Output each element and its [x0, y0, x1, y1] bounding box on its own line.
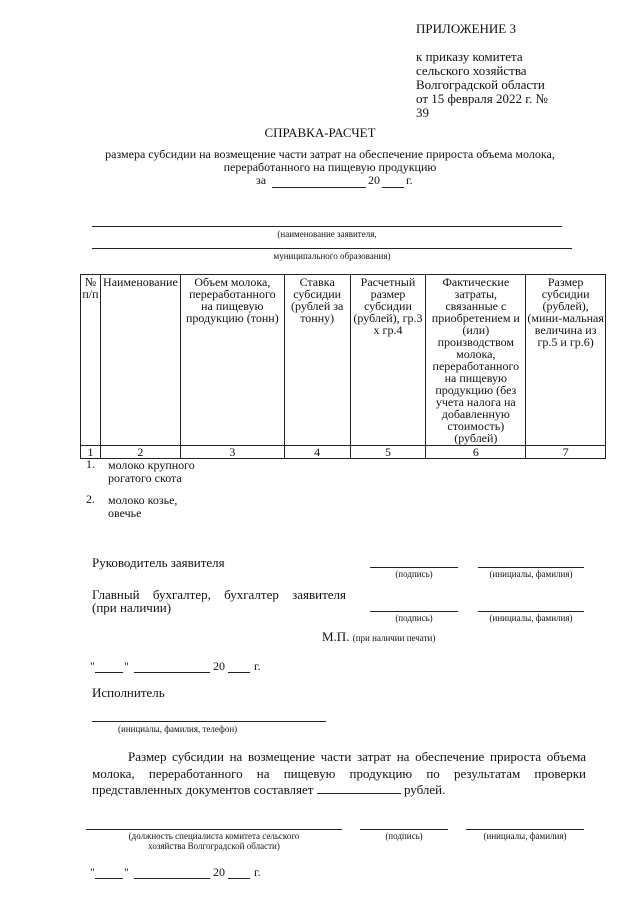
column-number: 5: [350, 446, 426, 459]
signature-caption: (подпись): [395, 569, 433, 579]
conclusion-line: Размер субсидии на возмещение части затрат на обеспечение прироста объема: [128, 749, 586, 764]
header-cell: Фактические затраты, связанные с приобретением и (или) производством молока, переработанного на пищевую продукцию (без учета налога на добавленную стоимость) (рублей): [426, 275, 526, 446]
date-month-line: [134, 878, 210, 879]
subtitle-line: размера субсидии на возмещение части затрат на обеспечение прироста объема молока,: [105, 147, 555, 161]
position-line: [86, 829, 342, 830]
appendix-line: Волгоградской области: [416, 77, 545, 92]
calculation-table: [80, 274, 606, 459]
list-item: молоко крупного рогатого скота: [108, 458, 195, 485]
appendix-reference: [416, 50, 616, 120]
applicant-caption: (наименование заявителя,: [277, 229, 377, 239]
applicant-name-line: [92, 226, 562, 227]
accountant-initials-line: [478, 611, 584, 612]
period-blank-line: [272, 187, 366, 188]
appendix-line: к приказу комитета: [416, 49, 523, 64]
initials-caption: (инициалы, фамилия): [489, 613, 573, 623]
document-subtitle: [40, 148, 620, 174]
date-quote-close: ": [124, 865, 129, 879]
column-number: 6: [426, 446, 526, 459]
head-label: Руководитель заявителя: [92, 555, 225, 570]
subtitle-line: переработанного на пищевую продукцию: [223, 160, 437, 174]
document-title: СПРАВКА-РАСЧЕТ: [264, 125, 376, 140]
date-year-line: [228, 878, 250, 879]
accountant-signature-line: [370, 611, 458, 612]
date-quote-open: ": [90, 659, 95, 673]
accountant-label: Главный бухгалтер, бухгалтер заявителя: [92, 587, 346, 602]
column-number: 3: [180, 446, 284, 459]
header-cell: Размер субсидии (рублей), (мини-мальная величина из гр.5 и гр.6): [526, 275, 606, 446]
conclusion-prefix: представленных документов составляет: [92, 782, 314, 797]
table-number-row: [81, 446, 606, 459]
executor-label: Исполнитель: [92, 685, 165, 700]
header-cell: Ставка субсидии (рублей за тонну): [284, 275, 350, 446]
column-number: 2: [100, 446, 180, 459]
executor-caption: (инициалы, фамилия, телефон): [118, 724, 238, 734]
date-suffix: г.: [254, 865, 261, 879]
position-caption-line: хозяйства Волгоградской области): [148, 841, 280, 851]
list-item: молоко козье, овечье: [108, 493, 178, 520]
conclusion-line: молока, переработанного на пищевую продукцию по результатам проверки: [92, 766, 586, 781]
position-caption: [86, 831, 342, 851]
appendix-line: 39: [416, 105, 429, 120]
date-quote-open: ": [90, 865, 95, 879]
period-prefix: за: [256, 173, 267, 187]
column-number: 7: [526, 446, 606, 459]
conclusion-suffix: рублей.: [403, 782, 446, 797]
initials-caption: (инициалы, фамилия): [483, 831, 567, 841]
date-year: 20: [213, 865, 225, 879]
executor-line: [92, 721, 326, 722]
head-initials-line: [478, 567, 584, 568]
header-cell: Наименование: [100, 275, 180, 446]
date-quote-close: ": [124, 659, 129, 673]
period-year-blank: [382, 187, 404, 188]
header-cell: № п/п: [81, 275, 101, 446]
stamp-prefix: М.П.: [322, 629, 350, 644]
table-header-row: [81, 275, 606, 446]
conclusion-amount-line: [92, 783, 445, 797]
date-day-line: [95, 672, 123, 673]
municipality-caption: муниципального образования): [273, 251, 391, 261]
stamp-caption: (при наличии печати): [352, 633, 436, 643]
appendix-line: от 15 февраля 2022 г. №: [416, 91, 548, 106]
header-cell: Объем молока, переработанного на пищевую продукцию (тонн): [180, 275, 284, 446]
date-suffix: г.: [254, 659, 261, 673]
position-caption-line: (должность специалиста комитета сельского: [128, 831, 300, 841]
appendix-title: ПРИЛОЖЕНИЕ 3: [416, 21, 516, 36]
list-item-number: 1.: [86, 457, 95, 471]
accountant-note: (при наличии): [92, 600, 172, 615]
stamp-label: [322, 630, 435, 644]
column-number: 4: [284, 446, 350, 459]
date-year: 20: [213, 659, 225, 673]
signature-caption: (подпись): [395, 613, 433, 623]
header-cell: Расчетный размер субсидии (рублей), гр.3 х гр.4: [350, 275, 426, 446]
list-item-number: 2.: [86, 492, 95, 506]
date-month-line: [134, 672, 210, 673]
period-year: 20: [368, 173, 380, 187]
head-signature-line: [370, 567, 458, 568]
initials-caption: (инициалы, фамилия): [489, 569, 573, 579]
date-year-line: [228, 672, 250, 673]
signature-caption: (подпись): [385, 831, 423, 841]
appendix-line: сельского хозяйства: [416, 63, 527, 78]
column-number: 1: [81, 446, 101, 459]
date-day-line: [95, 878, 123, 879]
committee-initials-line: [466, 829, 584, 830]
municipality-line: [92, 248, 572, 249]
amount-blank: [317, 783, 401, 794]
period-suffix: г.: [406, 173, 413, 187]
committee-signature-line: [360, 829, 448, 830]
